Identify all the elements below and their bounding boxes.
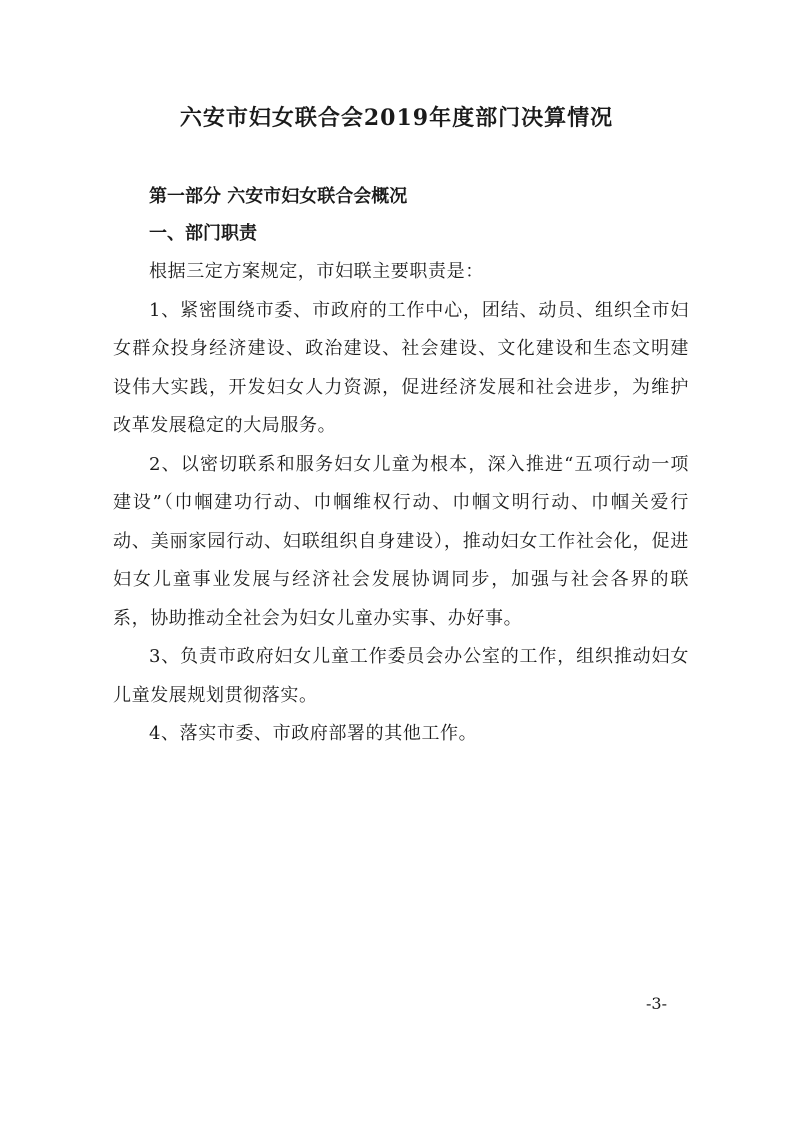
intro-paragraph: 根据三定方案规定，市妇联主要职责是： (149, 261, 484, 282)
duty-paragraph-2: 2、以密切联系和服务妇女儿童为根本，深入推进“五项行动一项建设”（巾帼建功行动、巾帼维权行动、巾帼文明行动、巾帼关爱行动、美丽家园行动、妇联组织自身建设），推动妇女工作社会化，促进妇女儿童事业发展与经济社会发展协调同步，加强与社会各界的联系，协助推动全社会为妇女儿童办实事、办好事。 (113, 453, 689, 629)
document-title: 六安市妇女联合会2019年度部门决算情况 (179, 105, 614, 131)
page-number: -3- (646, 994, 667, 1013)
section-heading: 一、部门职责 (149, 223, 257, 244)
part-heading: 第一部分 六安市妇女联合会概况 (149, 186, 408, 207)
duty-paragraph-4: 4、落实市委、市政府部署的其他工作。 (149, 723, 478, 744)
duty-paragraph-3: 3、负责市政府妇女儿童工作委员会办公室的工作，组织推动妇女儿童发展规划贯彻落实。 (113, 646, 689, 706)
duty-paragraph-1: 1、紧密围绕市委、市政府的工作中心，团结、动员、组织全市妇女群众投身经济建设、政治建设、社会建设、文化建设和生态文明建设伟大实践，开发妇女人力资源，促进经济发展和社会进步，为维护改革发展稳定的大局服务。 (113, 299, 689, 436)
document-body (113, 178, 689, 754)
